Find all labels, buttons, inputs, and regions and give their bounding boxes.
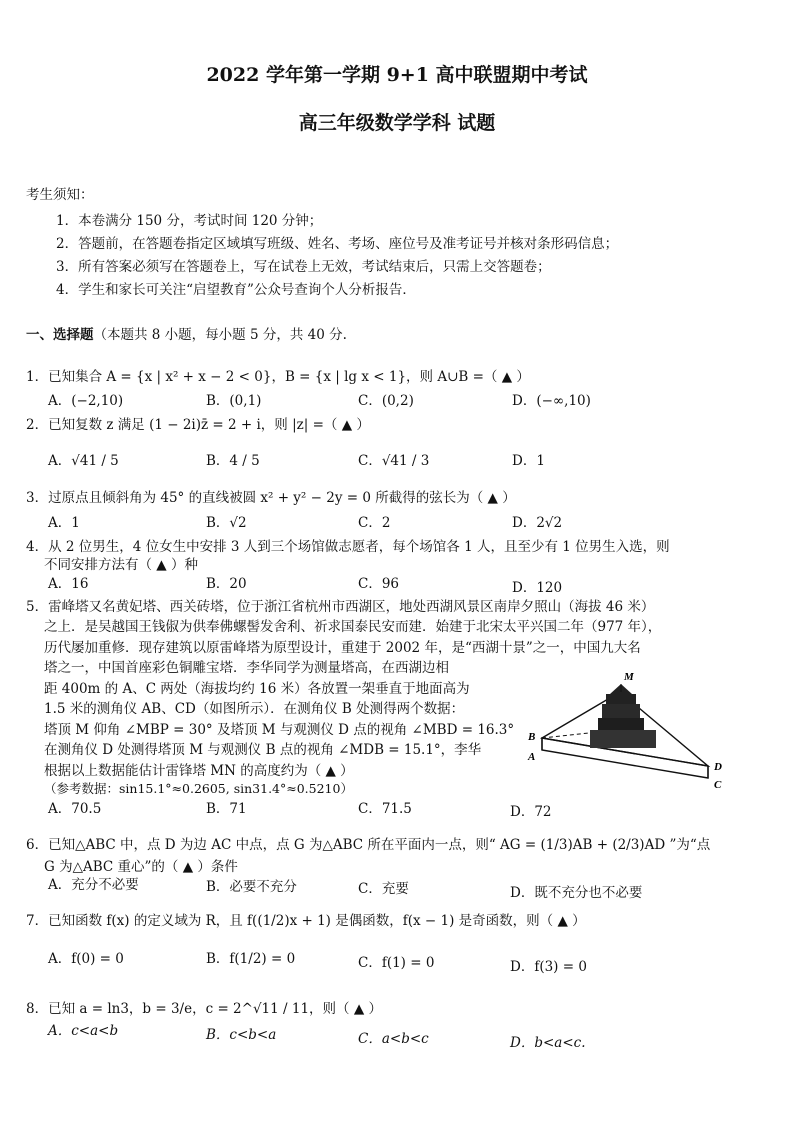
q8-option-a: A．c<a<b: [48, 1023, 119, 1039]
q7-option-c: C．f(1) = 0: [358, 955, 435, 971]
q5-option-c: C．71.5: [358, 801, 412, 817]
q2-option-a: A．√41 / 5: [48, 453, 119, 469]
tower-figure: [524, 664, 732, 794]
note-item: 2．答题前，在答题卷指定区域填写班级、姓名、考场、座位号及准考证号并核对条形码信息；: [56, 236, 619, 252]
q3-option-a: A．1: [48, 515, 80, 531]
q7-option-d: D．f(3) = 0: [510, 959, 587, 975]
exam-subtitle: 高三年级数学学科 试题: [298, 112, 496, 134]
q5-line: 历代屡加重修．现存建筑以原雷峰塔为原型设计，重建于 2002 年，是“西湖十景”之一，中国九大名: [44, 640, 641, 656]
q1-option-b: B．(0,1): [206, 393, 262, 409]
q6-option-a: A．充分不必要: [48, 877, 139, 893]
question-2-stem: 2．已知复数 z 满足 (1 − 2i)z̄ = 2 + i，则 |z| =（ ▲ ）: [26, 417, 370, 433]
note-item: 3．所有答案必须写在答题卷上，写在试卷上无效，考试结束后，只需上交答题卷；: [56, 259, 551, 275]
q8-option-c: C．a<b<c: [358, 1031, 429, 1047]
question-4-stem-cont: 不同安排方法有（ ▲ ）种: [44, 557, 198, 573]
q3-option-b: B．√2: [206, 515, 247, 531]
q7-option-a: A．f(0) = 0: [48, 951, 124, 967]
q2-option-c: C．√41 / 3: [358, 453, 430, 469]
q8-option-b: B．c<b<a: [206, 1027, 277, 1043]
q5-line: 塔顶 M 仰角 ∠MBP = 30° 及塔顶 M 与观测仪 D 点的视角 ∠MBD = 16.3°: [44, 722, 515, 738]
question-1-stem: 1．已知集合 A = {x | x² + x − 2 < 0}，B = {x | lg x < 1}，则 A∪B =（ ▲ ）: [26, 369, 530, 385]
exam-title: 2022 学年第一学期 9+1 高中联盟期中考试: [206, 64, 588, 86]
note-item: 1．本卷满分 150 分，考试时间 120 分钟；: [56, 213, 323, 229]
q5-option-b: B．71: [206, 801, 247, 817]
q2-option-b: B．4 / 5: [206, 453, 260, 469]
question-3-stem: 3．过原点且倾斜角为 45° 的直线被圆 x² + y² − 2y = 0 所截得的弦长为（ ▲ ）: [26, 490, 516, 506]
section-label: 一、选择题: [26, 327, 94, 343]
q5-option-d: D．72: [510, 804, 552, 820]
q4-option-a: A．16: [48, 576, 89, 592]
label-m: M: [624, 671, 634, 683]
q4-option-d: D．120: [512, 580, 563, 596]
q5-line: 根据以上数据能估计雷锋塔 MN 的高度约为（ ▲ ）: [44, 763, 354, 779]
section-heading: [26, 326, 347, 344]
label-b: B: [528, 731, 536, 743]
q1-option-c: C．(0,2): [358, 393, 414, 409]
question-6-stem-cont: G 为△ABC 重心”的（ ▲ ）条件: [44, 859, 238, 875]
q1-option-a: A．(−2,10): [48, 393, 124, 409]
q5-option-a: A．70.5: [48, 801, 102, 817]
question-7-stem: 7．已知函数 f(x) 的定义域为 R，且 f((1/2)x + 1) 是偶函数，f(x − 1) 是奇函数，则（ ▲ ）: [26, 913, 586, 929]
q3-option-d: D．2√2: [512, 515, 563, 531]
q5-line: 5．雷峰塔又名黄妃塔、西关砖塔，位于浙江省杭州市西湖区，地处西湖风景区南岸夕照山（海拔 46 米）: [26, 599, 655, 615]
pagoda-icon: [590, 684, 656, 748]
q5-line: 在测角仪 D 处测得塔顶 M 与观测仪 B 点的视角 ∠MDB = 15.1°，李华: [44, 742, 482, 758]
question-8-stem: 8．已知 a = ln3，b = 3/e，c = 2^√11 / 11，则（ ▲ ）: [26, 1001, 382, 1017]
q8-option-d: D．b<a<c.: [510, 1035, 586, 1051]
q6-option-b: B．必要不充分: [206, 879, 297, 895]
q4-option-b: B．20: [206, 576, 247, 592]
q5-line: 塔之一，中国首座彩色铜雕宝塔．李华同学为测量塔高，在西湖边相: [44, 660, 449, 676]
note-item: 4．学生和家长可关注“启望教育”公众号查询个人分析报告．: [56, 282, 416, 298]
q3-option-c: C．2: [358, 515, 391, 531]
q2-option-d: D．1: [512, 453, 545, 469]
question-4-stem: 4．从 2 位男生，4 位女生中安排 3 人到三个场馆做志愿者，每个场馆各 1 人，且至少有 1 位男生入选，则: [26, 539, 670, 555]
q4-option-c: C．96: [358, 576, 400, 592]
label-c: C: [714, 779, 722, 791]
section-desc: （本题共 8 小题，每小题 5 分，共 40 分.: [93, 327, 347, 343]
q1-option-d: D．(−∞,10): [512, 393, 591, 409]
q6-option-d: D．既不充分也不必要: [510, 885, 643, 901]
q5-line: 之上．是吴越国王钱俶为供奉佛螺髻发舍利、祈求国泰民安而建．始建于北宋太平兴国二年（977 年），: [44, 619, 662, 635]
question-6-stem: 6．已知△ABC 中，点 D 为边 AC 中点，点 G 为△ABC 所在平面内一点，则“ AG = (1/3)AB + (2/3)AD ”为“点: [26, 837, 711, 853]
label-d: D: [714, 761, 722, 773]
q7-option-b: B．f(1/2) = 0: [206, 951, 296, 967]
notes-heading: 考生须知：: [26, 187, 94, 203]
label-a: A: [528, 751, 536, 763]
q6-option-c: C．充要: [358, 881, 409, 897]
q5-line: 1.5 米的测角仪 AB、CD（如图所示）．在测角仪 B 处测得两个数据：: [44, 701, 465, 717]
q5-line: （参考数据：sin15.1°≈0.2605, sin31.4°≈0.5210）: [44, 781, 353, 796]
q5-line: 距 400m 的 A、C 两处（海拔均约 16 米）各放置一架垂直于地面高为: [44, 681, 470, 697]
